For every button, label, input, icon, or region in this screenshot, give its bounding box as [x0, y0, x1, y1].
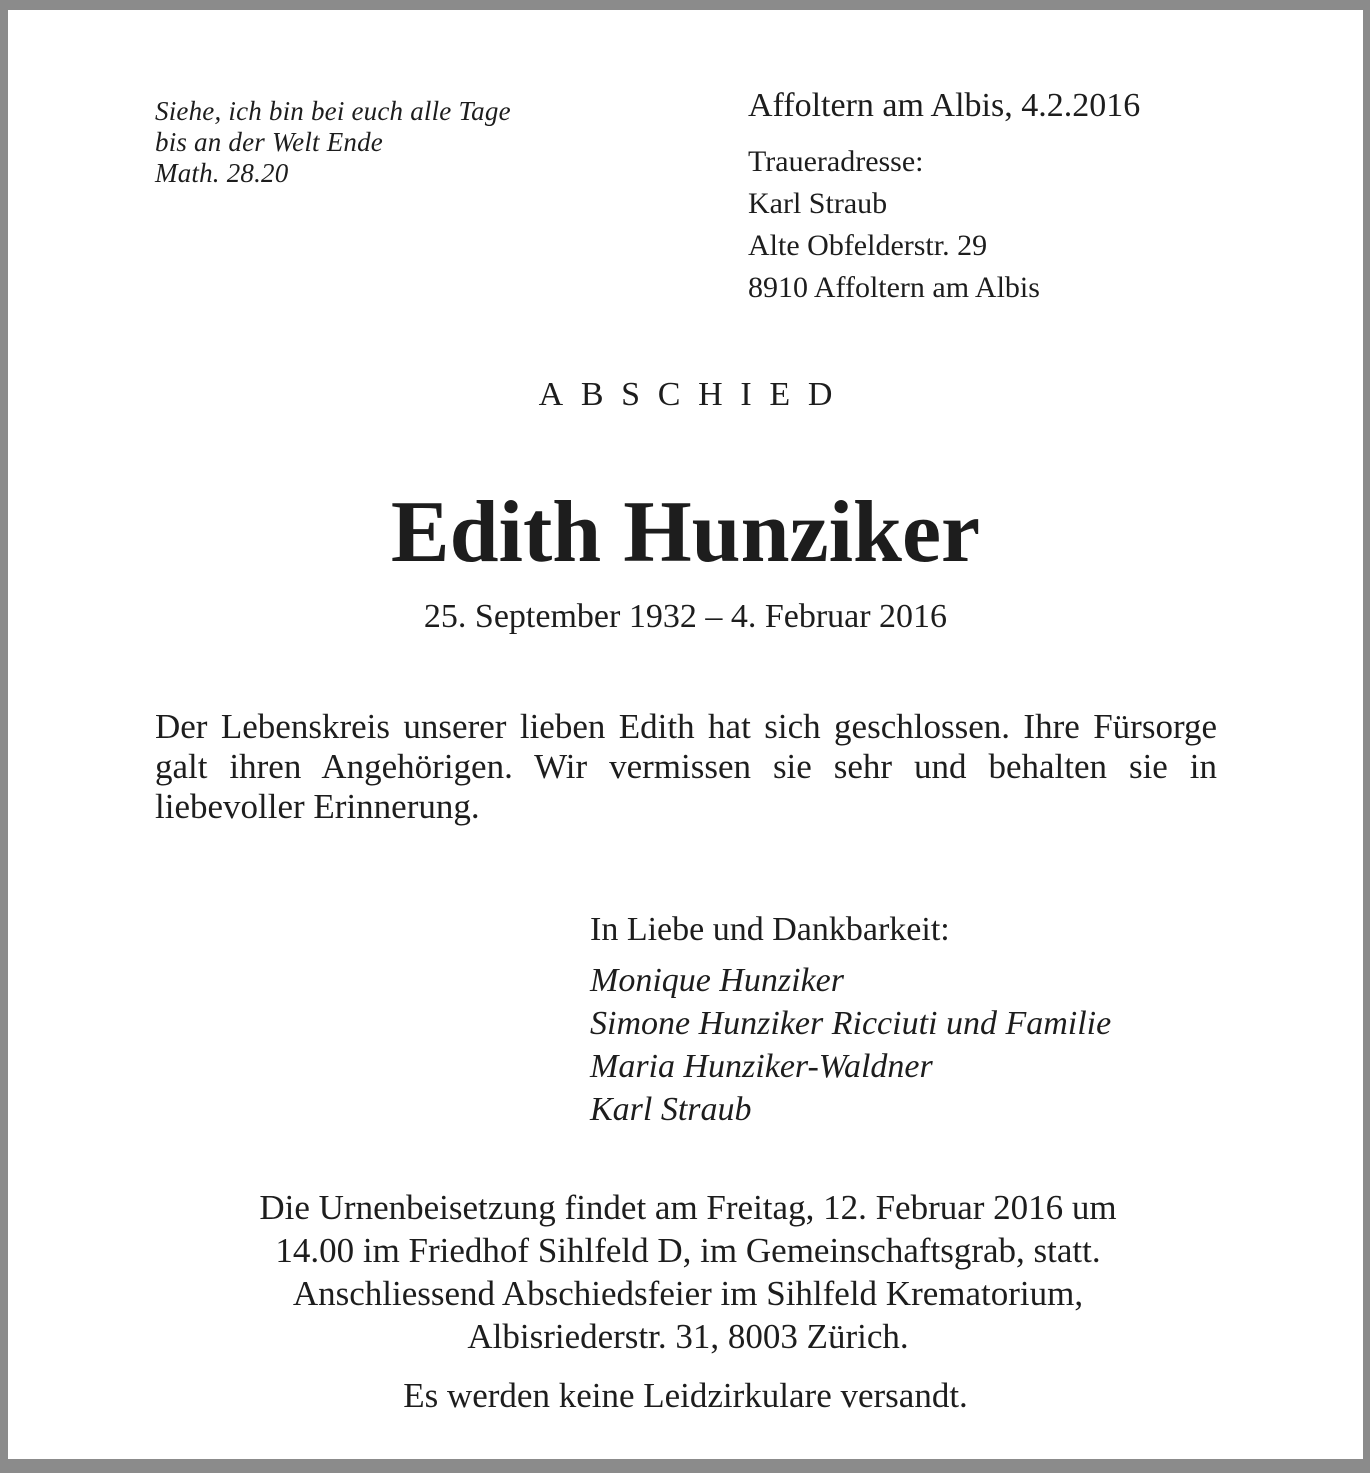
quote-line: Siehe, ich bin bei euch alle Tage [155, 96, 511, 126]
deceased-name: Edith Hunziker [390, 484, 981, 581]
mourning-address-line: 8910 Affoltern am Albis [748, 271, 1040, 304]
scripture-quote [155, 96, 511, 189]
section-kicker: ABSCHIED [538, 376, 851, 413]
life-dates: 25. September 1932 – 4. Februar 2016 [423, 598, 948, 635]
condolence-note: Es werden keine Leidzirkulare versandt. [403, 1376, 968, 1415]
mourning-address-line: Karl Straub [748, 187, 888, 220]
mourning-address-line: Alte Obfelderstr. 29 [748, 229, 988, 262]
mourning-address-label: Traueradresse: [748, 145, 924, 178]
obituary-page [8, 10, 1363, 1459]
family-name: Maria Hunziker-Waldner [590, 1048, 933, 1085]
place-and-date: Affoltern am Albis, 4.2.2016 [748, 87, 1141, 124]
family-name: Monique Hunziker [590, 962, 845, 999]
family-name: Simone Hunziker Ricciuti und Familie [590, 1005, 1112, 1042]
tribute-paragraph: Der Lebenskreis unserer lieben Edith hat sich geschlossen. Ihre Fürsorge galt ihren Angehörigen. Wir vermissen sie sehr und behalten sie in liebevoller Erinnerung. [155, 707, 1217, 826]
funeral-line: Anschliessend Abschiedsfeier im Sihlfeld Krematorium, [292, 1274, 1084, 1313]
mourning-address [748, 141, 1308, 309]
quote-line: bis an der Welt Ende [155, 127, 383, 157]
funeral-line: 14.00 im Friedhof Sihlfeld D, im Gemeinschaftsgrab, statt. [275, 1231, 1101, 1270]
header-right-block [748, 86, 1308, 309]
quote-line: Math. 28.20 [155, 158, 289, 188]
family-name: Karl Straub [590, 1091, 752, 1128]
closing-block [590, 910, 1290, 1131]
funeral-details [108, 1186, 1268, 1358]
funeral-line: Albisriederstr. 31, 8003 Zürich. [467, 1317, 909, 1356]
funeral-line: Die Urnenbeisetzung findet am Freitag, 12. Februar 2016 um [259, 1188, 1117, 1227]
family-names [590, 959, 1290, 1131]
closing-label: In Liebe und Dankbarkeit: [590, 911, 950, 948]
